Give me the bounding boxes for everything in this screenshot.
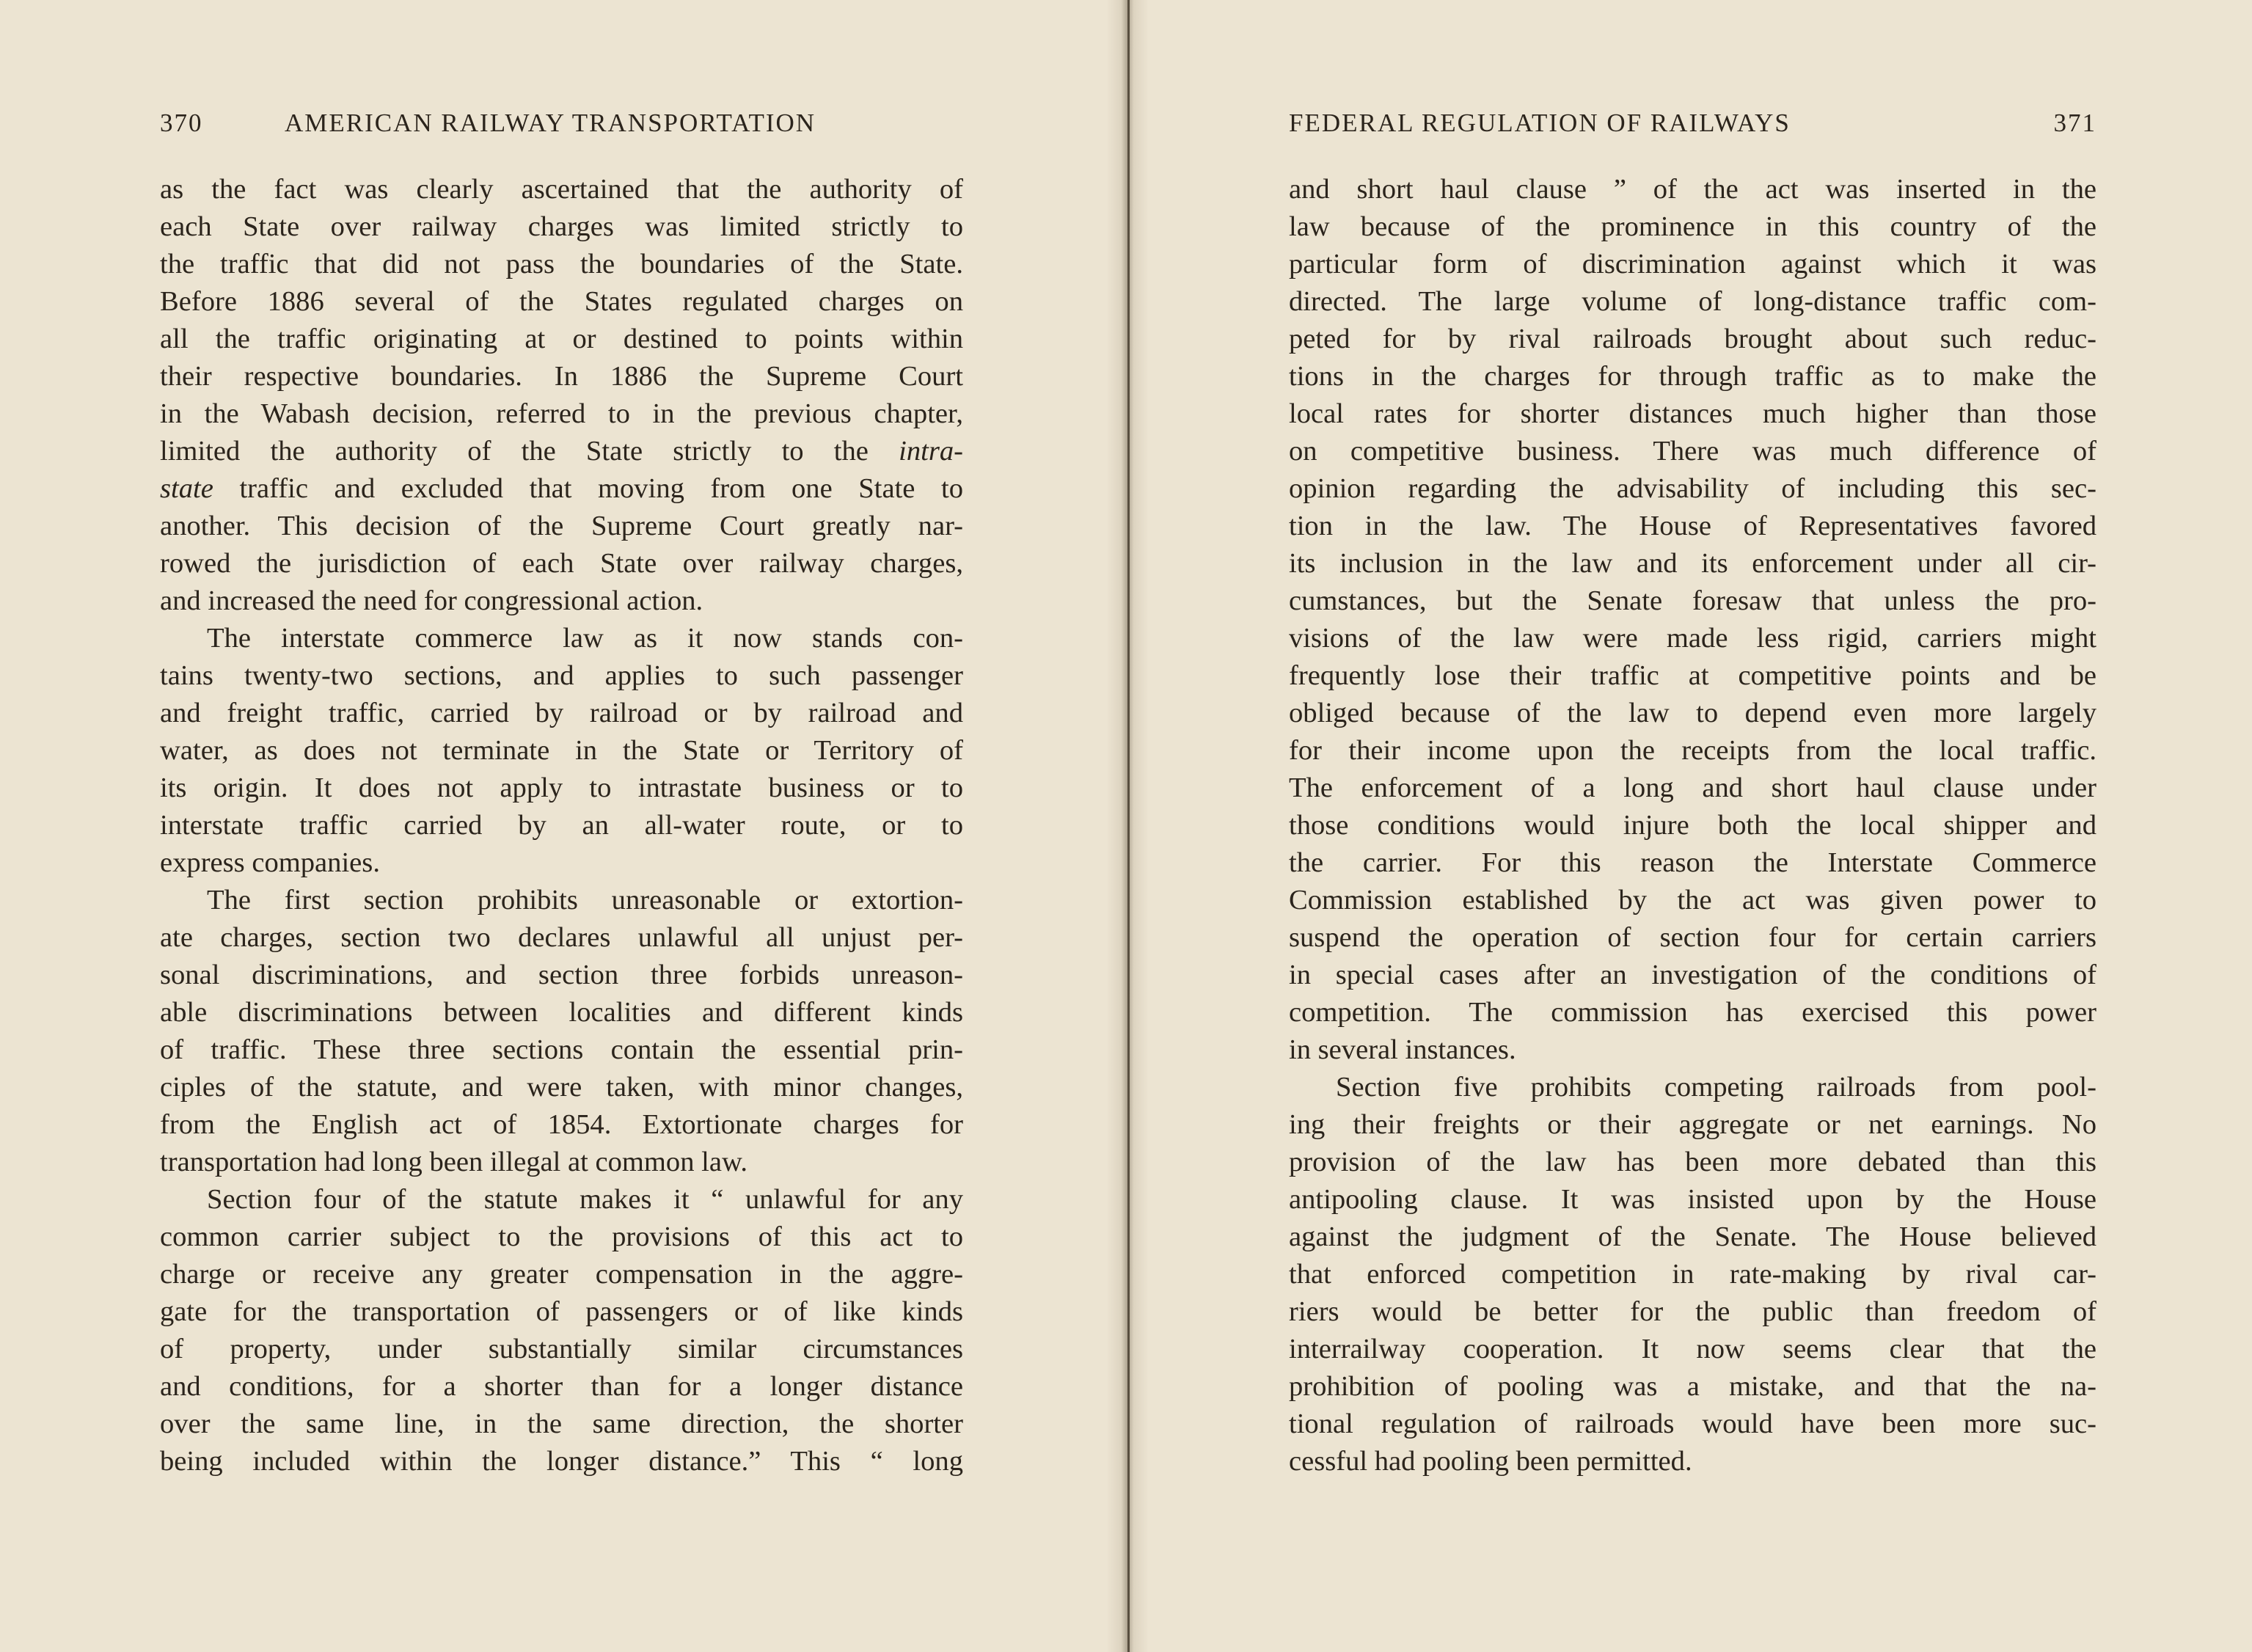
text-line [160,620,963,657]
text-line [1289,1293,2096,1331]
text-line [160,395,963,433]
text-line [160,919,963,957]
text-line-segment: obliged because of the law to depend even more largely [1289,698,2096,728]
text-line [1289,844,2096,882]
italic-word: intra- [899,436,963,467]
text-line-segment: local rates for shorter distances much higher than those [1289,398,2096,429]
text-line-segment: The interstate commerce law as it now stands con- [207,623,963,654]
text-line-segment: limited the authority of the State strictly to the [160,436,899,467]
text-line-segment: from the English act of 1854. Extortionate charges for [160,1109,963,1140]
text-line-segment: antipooling clause. It was insisted upon by the House [1289,1184,2096,1215]
text-line [1289,545,2096,582]
text-line-segment: gate for the transportation of passengers or of like kinds [160,1296,963,1327]
text-line [160,1331,963,1368]
text-line-segment: Commission established by the act was given power to [1289,885,2096,915]
text-line-segment: in special cases after an investigation of the conditions of [1289,960,2096,990]
text-line-segment: transportation had long been illegal at common law. [160,1147,747,1177]
text-line [160,695,963,732]
text-line [160,844,963,882]
text-line [1289,321,2096,358]
text-line-segment: over the same line, in the same direction, the shorter [160,1408,963,1439]
text-line-segment: cumstances, but the Senate foresaw that unless the pro- [1289,585,2096,616]
left-page [0,0,1124,1652]
text-line-segment: particular form of discrimination against which it was [1289,249,2096,279]
text-line [1289,1406,2096,1443]
text-line [1289,433,2096,470]
text-line [160,770,963,807]
text-line [160,1406,963,1443]
text-line [1289,994,2096,1031]
text-line-segment: The first section prohibits unreasonable or extortion- [207,885,963,915]
text-line-segment: of property, under substantially similar circumstances [160,1334,963,1364]
text-line [1289,395,2096,433]
text-line [160,1256,963,1293]
text-line-segment: charge or receive any greater compensation in the aggre- [160,1259,963,1290]
text-line-segment: Section five prohibits competing railroads from pool- [1336,1072,2096,1103]
text-line [160,1106,963,1144]
text-line-segment: law because of the prominence in this country of the [1289,211,2096,242]
text-line [1289,1331,2096,1368]
text-line [160,321,963,358]
text-line [1289,1218,2096,1256]
text-line [1289,358,2096,395]
text-line [160,957,963,994]
text-line-segment: suspend the operation of section four for certain carriers [1289,922,2096,953]
text-line [160,171,963,208]
text-line-segment: ate charges, section two declares unlawful all unjust per- [160,922,963,953]
text-line-segment: visions of the law were made less rigid, carriers might [1289,623,2096,654]
text-line-segment: another. This decision of the Supreme Court greatly nar- [160,511,963,541]
italic-word: state [160,473,213,504]
text-line-segment: the traffic that did not pass the boundaries of the State. [160,249,963,279]
text-line [160,582,963,620]
text-line [160,358,963,395]
text-line [1289,919,2096,957]
text-line-segment: and freight traffic, carried by railroad or by railroad and [160,698,963,728]
text-line-segment: rowed the jurisdiction of each State over railway charges, [160,548,963,579]
text-line [160,208,963,246]
text-line-segment: competition. The commission has exercised this power [1289,997,2096,1028]
text-line-segment: interstate traffic carried by an all-water route, or to [160,810,963,841]
text-line [1289,1256,2096,1293]
text-line [160,732,963,770]
text-line [1289,1181,2096,1218]
right-running-title: FEDERAL REGULATION OF RAILWAYS [1289,109,1791,137]
text-line [1289,1031,2096,1069]
text-line [160,994,963,1031]
text-line-segment: directed. The large volume of long-distance traffic com- [1289,286,2096,317]
text-line-segment: Section four of the statute makes it “ unlawful for any [207,1184,963,1215]
text-line [1289,620,2096,657]
right-body-text [1289,171,2096,1480]
text-line-segment: of traffic. These three sections contain the essential prin- [160,1034,963,1065]
text-line-segment: its origin. It does not apply to intrastate business or to [160,772,963,803]
text-line [1289,582,2096,620]
text-line [1289,283,2096,321]
text-line-segment: for their income upon the receipts from the local traffic. [1289,735,2096,766]
left-body-text [160,171,963,1480]
text-line-segment: against the judgment of the Senate. The House believed [1289,1221,2096,1252]
text-line [160,470,963,508]
text-line [160,1293,963,1331]
text-line-segment: express companies. [160,847,380,878]
text-line-segment: tional regulation of railroads would have been more suc- [1289,1408,2096,1439]
text-line-segment: all the traffic originating at or destined to points within [160,324,963,354]
book-spine-line [1127,0,1130,1652]
text-line [1289,470,2096,508]
text-line-segment: riers would be better for the public than freedom of [1289,1296,2096,1327]
text-line-segment: traffic and excluded that moving from one State to [213,473,963,504]
text-line [160,1218,963,1256]
text-line-segment: peted for by rival railroads brought about such reduc- [1289,324,2096,354]
text-line-segment: in the Wabash decision, referred to in the previous chapter, [160,398,963,429]
text-line [1289,1144,2096,1181]
text-line [1289,957,2096,994]
text-line [1289,1106,2096,1144]
text-line [1289,1443,2096,1480]
text-line [160,1144,963,1181]
text-line [160,1031,963,1069]
text-line-segment: and increased the need for congressional action. [160,585,703,616]
text-line [160,882,963,919]
text-line [1289,657,2096,695]
text-line [1289,695,2096,732]
text-line-segment: on competitive business. There was much difference of [1289,436,2096,467]
text-line [160,433,963,470]
text-line [160,1368,963,1406]
right-page [1128,0,2252,1652]
text-line-segment: opinion regarding the advisability of including this sec- [1289,473,2096,504]
text-line-segment: ing their freights or their aggregate or net earnings. No [1289,1109,2096,1140]
text-line [1289,171,2096,208]
text-line-segment: as the fact was clearly ascertained that the authority of [160,174,963,205]
text-line [160,1443,963,1480]
left-running-title: AMERICAN RAILWAY TRANSPORTATION [285,109,816,137]
right-page-number: 371 [2053,109,2096,137]
text-line-segment: provision of the law has been more debated than this [1289,1147,2096,1177]
text-line [160,1181,963,1218]
text-line [1289,732,2096,770]
text-line-segment: frequently lose their traffic at competitive points and be [1289,660,2096,691]
text-line [1289,1069,2096,1106]
text-line [1289,508,2096,545]
text-line [160,283,963,321]
text-line-segment: tains twenty-two sections, and applies to such passenger [160,660,963,691]
left-running-head [160,109,963,141]
text-line-segment: tion in the law. The House of Representatives favored [1289,511,2096,541]
text-line-segment: its inclusion in the law and its enforcement under all cir- [1289,548,2096,579]
text-line [1289,770,2096,807]
text-line-segment: common carrier subject to the provisions of this act to [160,1221,963,1252]
text-line [1289,807,2096,844]
text-line-segment: able discriminations between localities and different kinds [160,997,963,1028]
text-line-segment: the carrier. For this reason the Interstate Commerce [1289,847,2096,878]
text-line-segment: their respective boundaries. In 1886 the Supreme Court [160,361,963,392]
text-line [1289,208,2096,246]
text-line [1289,246,2096,283]
text-line-segment: sonal discriminations, and section three forbids unreason- [160,960,963,990]
text-line-segment: cessful had pooling been permitted. [1289,1446,1692,1477]
right-running-head [1289,109,2096,141]
text-line-segment: in several instances. [1289,1034,1516,1065]
text-line-segment: and conditions, for a shorter than for a longer distance [160,1371,963,1402]
text-line-segment: being included within the longer distance.” This “ long [160,1446,963,1477]
text-line [160,545,963,582]
text-line-segment: ciples of the statute, and were taken, with minor changes, [160,1072,963,1103]
text-line-segment: prohibition of pooling was a mistake, and that the na- [1289,1371,2096,1402]
text-line-segment: interrailway cooperation. It now seems clear that the [1289,1334,2096,1364]
text-line-segment: The enforcement of a long and short haul clause under [1289,772,2096,803]
text-line [1289,1368,2096,1406]
text-line-segment: each State over railway charges was limited strictly to [160,211,963,242]
text-line-segment: tions in the charges for through traffic as to make the [1289,361,2096,392]
text-line-segment: water, as does not terminate in the State or Territory of [160,735,963,766]
text-line [1289,882,2096,919]
text-line [160,1069,963,1106]
text-line-segment: those conditions would injure both the local shipper and [1289,810,2096,841]
text-line [160,508,963,545]
text-line-segment: that enforced competition in rate-making by rival car- [1289,1259,2096,1290]
text-line [160,246,963,283]
text-line-segment: Before 1886 several of the States regulated charges on [160,286,963,317]
text-line [160,657,963,695]
text-line-segment: and short haul clause ” of the act was inserted in the [1289,174,2096,205]
text-line [160,807,963,844]
left-page-number: 370 [160,109,203,137]
